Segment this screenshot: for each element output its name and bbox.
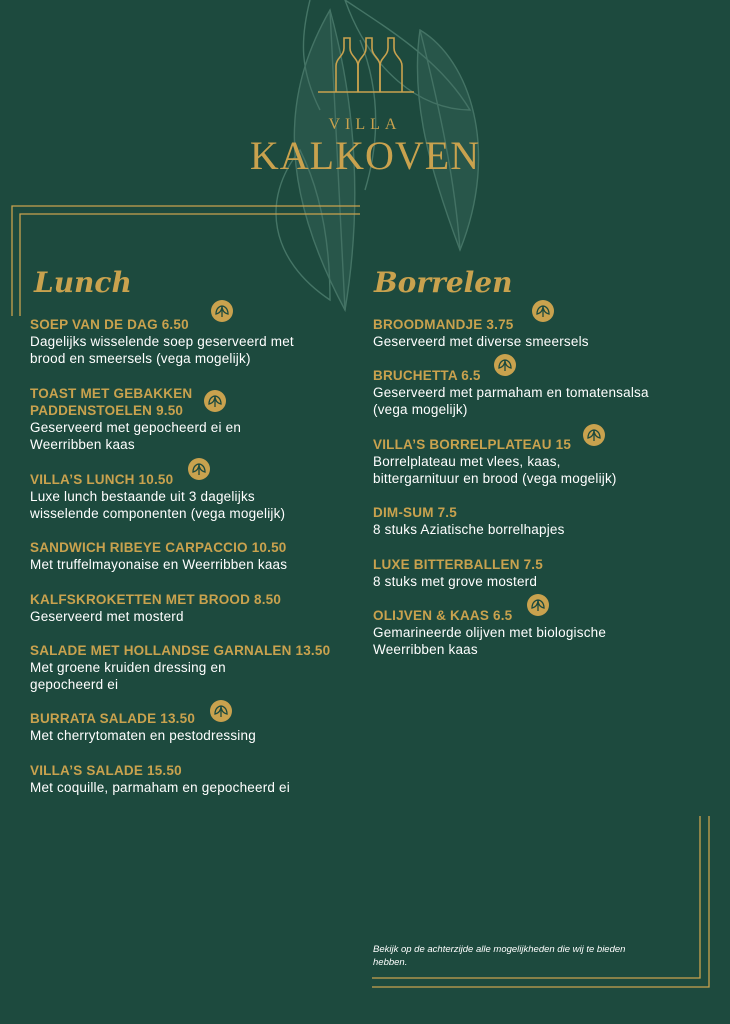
- item-description: 8 stuks Aziatische borrelhapjes: [373, 522, 565, 537]
- item-description: Met truffelmayonaise en Weerribben kaas: [30, 557, 288, 572]
- item-title: SANDWICH RIBEYE CARPACCIO 10.50: [30, 540, 287, 555]
- menu-item-dim-sum: [373, 504, 565, 538]
- leaf-badge-icon: [204, 390, 226, 412]
- item-description: Geserveerd met parmaham en tomatensalsa (vega mogelijk): [373, 385, 649, 417]
- item-description: Met cherrytomaten en pestodressing: [30, 728, 256, 743]
- item-description: Luxe lunch bestaande uit 3 dagelijks wisselende componenten (vega mogelijk): [30, 489, 286, 521]
- item-description: Met coquille, parmaham en gepocheerd ei: [30, 780, 290, 795]
- item-description: 8 stuks met grove mosterd: [373, 574, 538, 589]
- item-description: Borrelplateau met vlees, kaas, bittergarnituur en brood (vega mogelijk): [373, 454, 617, 486]
- borrelen-heading: Borrelen: [374, 266, 513, 299]
- menu-item-borrelplateau: [373, 436, 617, 487]
- footnote: Bekijk op de achterzijde alle mogelijkheden die wij te bieden hebben.: [373, 944, 626, 968]
- menu-item-villas-lunch: [30, 471, 285, 522]
- menu-item-olijven-kaas: [373, 607, 606, 658]
- menu-item-sandwich: [30, 539, 287, 573]
- brand-pretitle: VILLA: [328, 116, 402, 133]
- lunch-heading: Lunch: [34, 266, 132, 299]
- leaf-badge-icon: [211, 300, 233, 322]
- leaf-badge-icon: [210, 700, 232, 722]
- item-title: BRUCHETTA 6.5: [373, 368, 481, 383]
- item-title: VILLA’S BORRELPLATEAU 15: [373, 437, 572, 452]
- item-title: SALADE MET HOLLANDSE GARNALEN 13.50: [30, 643, 331, 658]
- leaf-badge-icon: [583, 424, 605, 446]
- leaf-badge-icon: [494, 354, 516, 376]
- leaf-badge-icon: [188, 458, 210, 480]
- item-title: BROODMANDJE 3.75: [373, 317, 514, 332]
- item-title: KALFSKROKETTEN MET BROOD 8.50: [30, 592, 282, 607]
- item-title: TOAST MET GEBAKKEN PADDENSTOELEN 9.50: [30, 386, 193, 418]
- leaf-badge-icon: [532, 300, 554, 322]
- item-description: Geserveerd met mosterd: [30, 609, 184, 624]
- item-description: Gemarineerde olijven met biologische Weerribben kaas: [373, 625, 607, 657]
- menu-item-broodmandje: [373, 316, 589, 350]
- item-description: Dagelijks wisselende soep geserveerd met brood en smeersels (vega mogelijk): [30, 334, 294, 366]
- item-title: DIM-SUM 7.5: [373, 505, 457, 520]
- menu-item-salade-garnalen: [30, 642, 330, 693]
- item-description: Met groene kruiden dressing en gepocheerd ei: [30, 660, 226, 692]
- item-description: Geserveerd met diverse smeersels: [373, 334, 589, 349]
- leaf-badge-icon: [527, 594, 549, 616]
- menu-item-soep: [30, 316, 294, 367]
- item-description: Geserveerd met gepocheerd ei en Weerribben kaas: [30, 420, 242, 452]
- brand-title: KALKOVEN: [249, 133, 481, 178]
- item-title: VILLA’S LUNCH 10.50: [30, 472, 174, 487]
- menu-item-villas-salade: [30, 762, 290, 796]
- item-title: LUXE BITTERBALLEN 7.5: [373, 557, 543, 572]
- item-title: BURRATA SALADE 13.50: [30, 711, 196, 726]
- menu-item-bitterballen: [373, 556, 543, 590]
- item-title: OLIJVEN & KAAS 6.5: [373, 608, 513, 623]
- menu-item-kalfskroketten: [30, 591, 281, 625]
- item-title: SOEP VAN DE DAG 6.50: [30, 317, 189, 332]
- item-title: VILLA’S SALADE 15.50: [30, 763, 182, 778]
